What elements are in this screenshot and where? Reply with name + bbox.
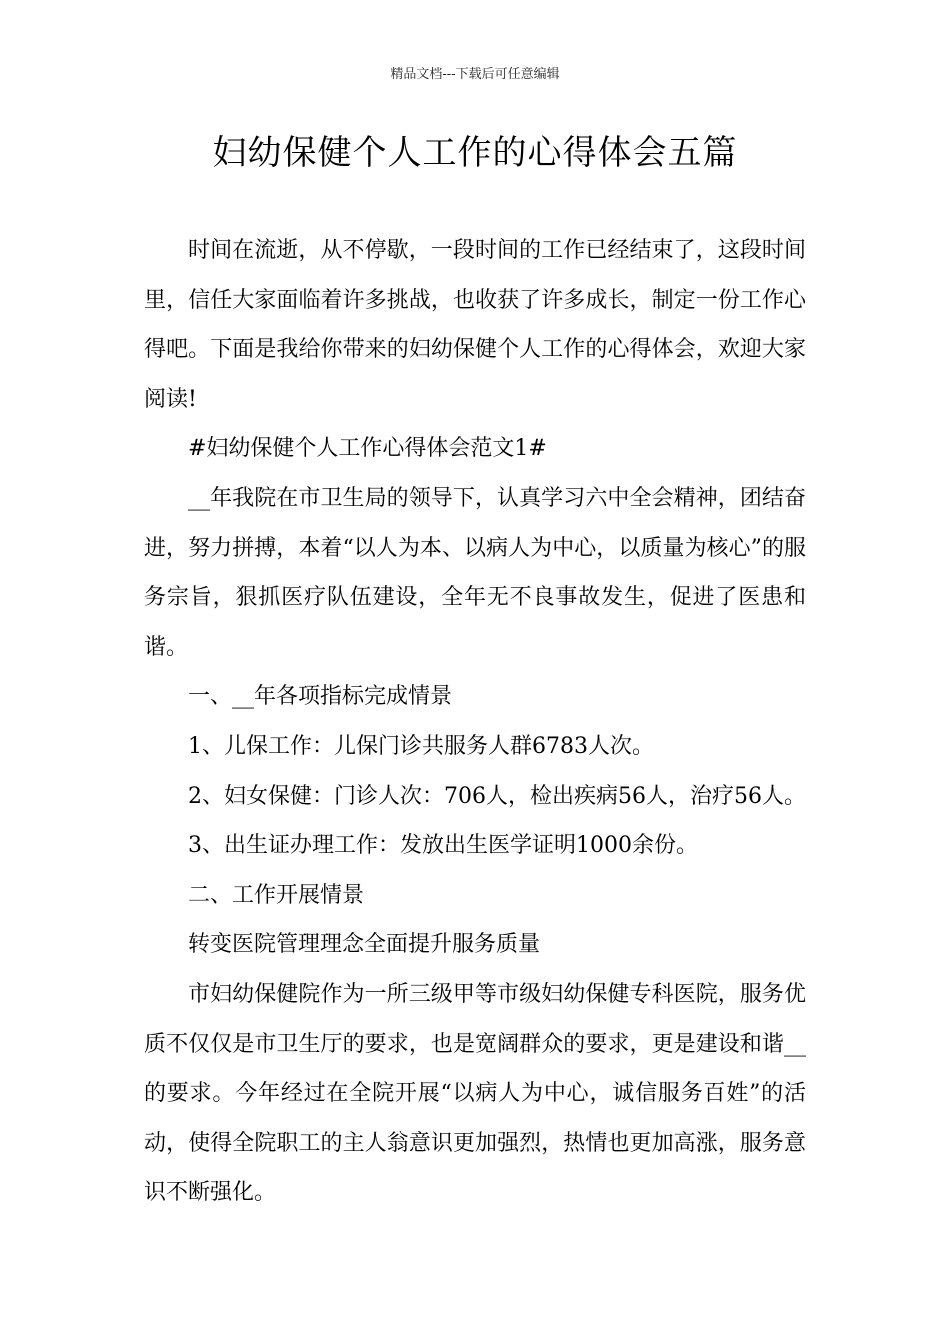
- list-item: 2、妇女保健：门诊人次：706人，检出疾病56人，治疗56人。: [188, 783, 806, 809]
- document-title: 妇幼保健个人工作的心得体会五篇: [212, 133, 738, 173]
- section-heading: #妇幼保健个人工作心得体会范文1#: [188, 436, 547, 462]
- subsection-heading: 二、工作开展情景: [188, 882, 365, 908]
- document-body: [144, 226, 806, 1218]
- subsection-heading: 一、__年各项指标完成情景: [188, 684, 453, 710]
- list-item: 3、出生证办理工作：发放出生医学证明1000余份。: [188, 833, 698, 859]
- header-note: 精品文档---下载后可任意编辑: [390, 67, 560, 82]
- body-paragraph: 市妇幼保健院作为一所三级甲等市级妇幼保健专科医院，服务优质不仅仅是市卫生厅的要求，也是宽阔群众的要求，更是建设和谐__的要求。今年经过在全院开展“以病人为中心，诚信服务百姓”的活动，使得全院职工的主人翁意识更加强烈，热情也更加高涨，服务意识不断强化。: [144, 981, 806, 1206]
- body-paragraph: __年我院在市卫生局的领导下，认真学习六中全会精神，团结奋进，努力拼搏，本着“以人为本、以病人为中心，以质量为核心”的服务宗旨，狠抓医疗队伍建设，全年无不良事故发生，促进了医患和谐。: [144, 485, 806, 660]
- list-item: 1、儿保工作：儿保门诊共服务人群6783人次。: [188, 733, 654, 759]
- subsection-subheading: 转变医院管理理念全面提升服务质量: [188, 932, 541, 958]
- intro-paragraph: 时间在流逝，从不停歇，一段时间的工作已经结束了，这段时间里，信任大家面临着许多挑战，也收获了许多成长，制定一份工作心得吧。下面是我给你带来的妇幼保健个人工作的心得体会，欢迎大家阅读!: [144, 238, 806, 412]
